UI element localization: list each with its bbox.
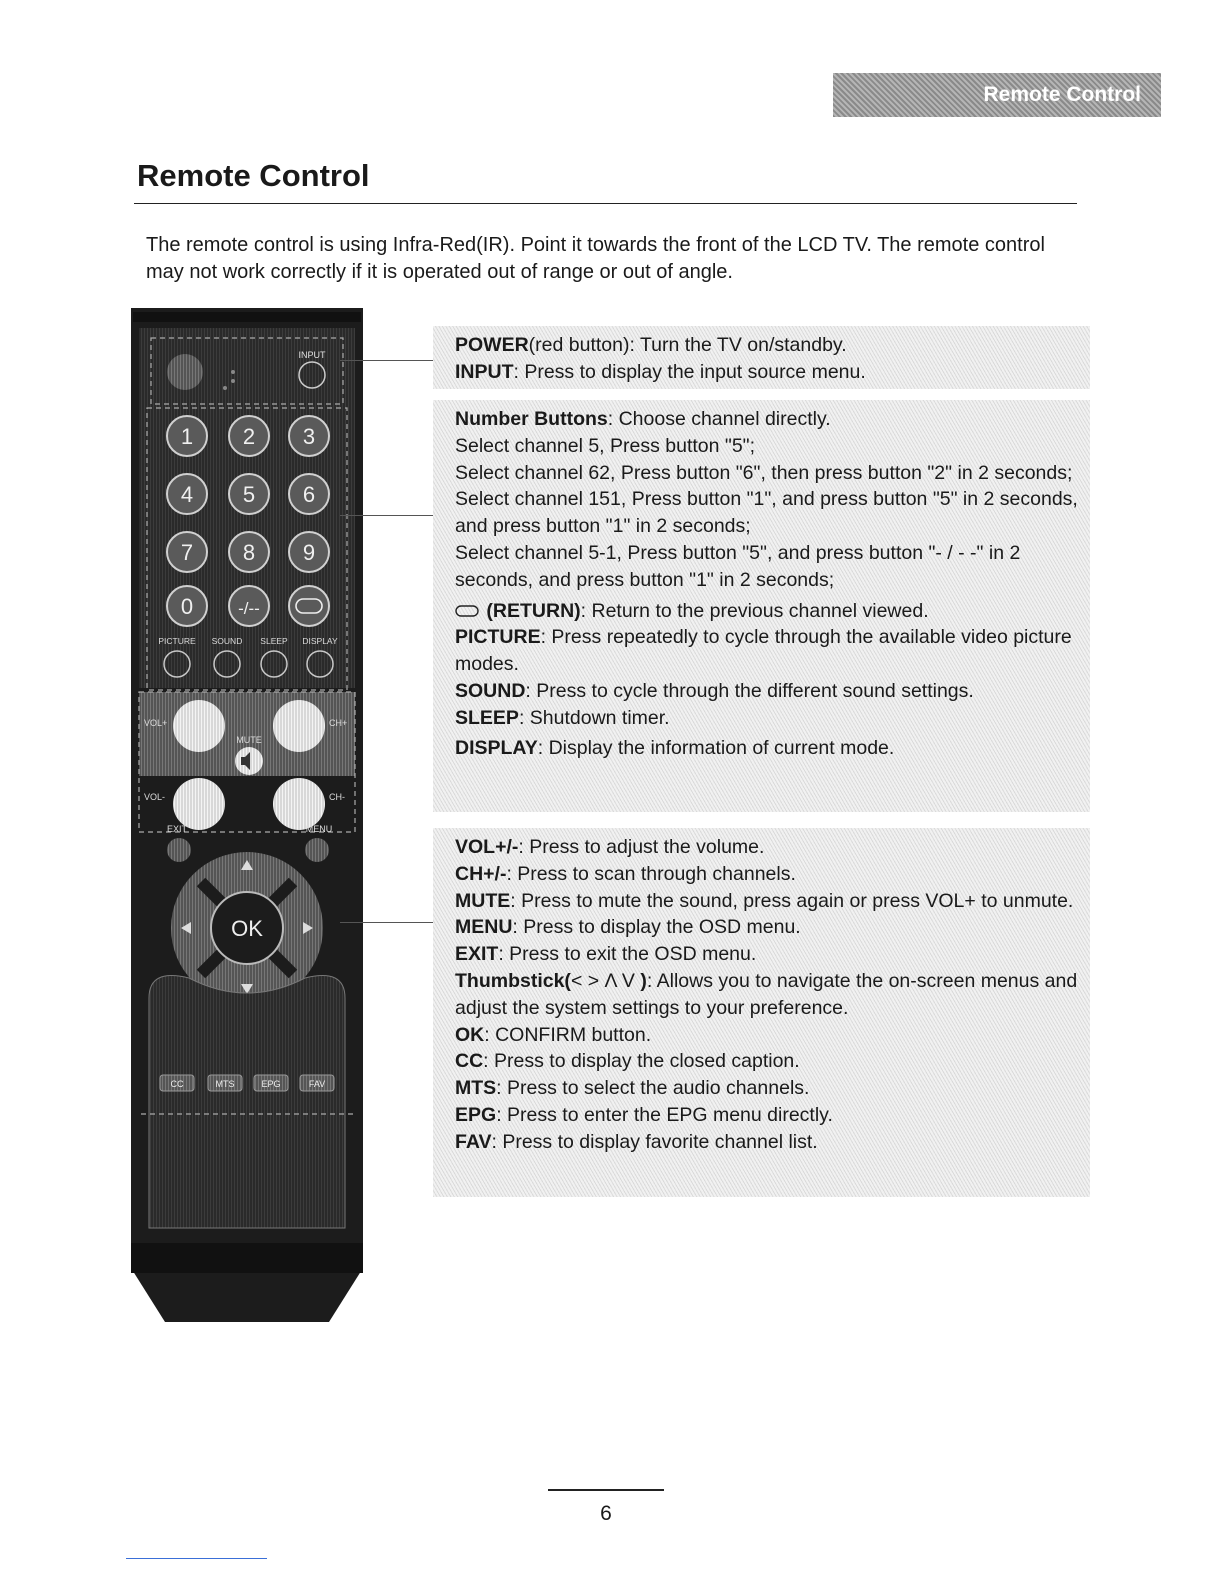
- mute-key: MUTE: [455, 889, 511, 912]
- return-key: (RETURN): [486, 599, 581, 622]
- vol-minus-button: [173, 778, 225, 830]
- bottom-button-label: EPG: [261, 1079, 281, 1089]
- connector-line-3: [340, 922, 434, 923]
- footer-line: [126, 1558, 267, 1559]
- exit-key: EXIT: [455, 943, 499, 966]
- display-key: DISPLAY: [455, 736, 538, 759]
- digit-label: 1: [180, 424, 194, 449]
- function-label: SLEEP: [260, 636, 288, 646]
- sleep-text: : Shutdown timer.: [518, 706, 670, 729]
- function-label: PICTURE: [158, 636, 196, 646]
- menu-button: [305, 838, 329, 862]
- page-number: 6: [600, 1502, 612, 1525]
- vol-text: : Press to adjust the volume.: [518, 836, 765, 858]
- fav-text: : Press to display favorite channel list.: [491, 1130, 818, 1153]
- digit-label: 7: [180, 540, 194, 565]
- section-tab: Remote Control: [833, 73, 1161, 117]
- title-rule: [134, 203, 1077, 204]
- bottom-button-label: FAV: [308, 1079, 326, 1089]
- epg-text: : Press to enter the EPG menu directly.: [496, 1103, 833, 1126]
- page-number-rule: [548, 1489, 664, 1491]
- remote-label-input: INPUT: [298, 350, 326, 360]
- mute-text: : Press to mute the sound, press again or press VOL+ to unmute.: [510, 889, 1074, 912]
- return-button: [289, 586, 329, 626]
- panel-number-buttons: [433, 400, 1090, 812]
- cc-key: CC: [455, 1050, 484, 1073]
- thumbstick-close: ): [634, 969, 647, 992]
- number-example-1: Select channel 5, Press button "5";: [455, 434, 756, 457]
- ch-text: : Press to scan through channels.: [506, 862, 796, 885]
- number-buttons-key: Number Buttons: [455, 408, 608, 430]
- function-label: DISPLAY: [302, 636, 338, 646]
- digit-label: 4: [180, 482, 194, 507]
- mts-text: : Press to select the audio channels.: [496, 1077, 810, 1100]
- sound-key: SOUND: [455, 679, 526, 702]
- vol-key: VOL+/-: [455, 836, 519, 858]
- menu-text: : Press to display the OSD menu.: [512, 916, 801, 939]
- power-key: POWER: [455, 334, 529, 356]
- sleep-key: SLEEP: [455, 706, 519, 729]
- display-text: : Display the information of current mode.: [537, 736, 895, 759]
- picture-text: : Press repeatedly to cycle through the available video picture modes.: [455, 626, 1072, 676]
- connector-line-2: [340, 515, 434, 516]
- number-example-2: Select channel 62, Press button "6", then press button "2" in 2 seconds;: [455, 461, 1073, 484]
- ok-key: OK: [455, 1023, 485, 1046]
- page-title: Remote Control: [137, 158, 370, 193]
- remote-label-vol-minus: VOL-: [144, 792, 166, 802]
- return-text: : Return to the previous channel viewed.: [580, 599, 929, 622]
- sound-text: : Press to cycle through the different sound settings.: [525, 679, 974, 702]
- digit-label: 5: [242, 482, 256, 507]
- picture-key: PICTURE: [455, 626, 541, 649]
- digit-label: 2: [242, 424, 256, 449]
- digit-label: -/--: [238, 599, 260, 618]
- panel-navigation: [433, 828, 1090, 1197]
- return-icon: [455, 604, 481, 618]
- digit-label: 8: [242, 540, 256, 565]
- exit-button: [167, 838, 191, 862]
- speaker-grille-icon: [167, 354, 203, 390]
- bottom-button-label: CC: [170, 1079, 184, 1089]
- ch-key: CH+/-: [455, 862, 507, 885]
- connector-line-1: [340, 360, 434, 361]
- bottom-button-label: MTS: [215, 1079, 235, 1089]
- mts-key: MTS: [455, 1077, 497, 1100]
- panel-power-input: [433, 326, 1090, 389]
- menu-key: MENU: [455, 916, 513, 939]
- epg-key: EPG: [455, 1103, 497, 1126]
- remote-label-vol-plus: VOL+: [144, 718, 168, 728]
- digit-label: 3: [302, 424, 316, 449]
- remote-label-ch-minus: CH-: [329, 792, 345, 802]
- power-text: (red button): Turn the TV on/standby.: [528, 334, 847, 356]
- cc-text: : Press to display the closed caption.: [483, 1050, 800, 1073]
- ok-text: : CONFIRM button.: [484, 1023, 652, 1046]
- thumbstick-arrows: < > Λ V: [570, 969, 635, 992]
- thumbstick-text: : Allows you to navigate the on-screen menus and adjust the system settings to your preference.: [455, 969, 1078, 1019]
- fav-key: FAV: [455, 1130, 492, 1153]
- digit-label: 6: [302, 482, 316, 507]
- remote-label-exit: EXIT: [166, 824, 188, 834]
- thumbstick-key: Thumbstick(: [455, 969, 571, 992]
- remote-control-illustration: [129, 308, 365, 1322]
- ch-minus-button: [273, 778, 325, 830]
- input-text: : Press to display the input source menu.: [513, 360, 866, 383]
- exit-text: : Press to exit the OSD menu.: [498, 943, 757, 966]
- remote-label-ch-plus: CH+: [329, 718, 348, 728]
- number-example-3: Select channel 151, Press button "1", and press button "5" in 2 seconds, and press button "1" in 2 seconds;: [455, 488, 1078, 538]
- digit-label: 9: [302, 540, 316, 565]
- number-buttons-text: : Choose channel directly.: [607, 408, 831, 430]
- remote-label-menu: MENU: [305, 824, 333, 834]
- input-key: INPUT: [455, 360, 514, 383]
- digit-label: 0: [180, 594, 194, 619]
- intro-paragraph: The remote control is using Infra-Red(IR). Point it towards the front of the LCD TV. The remote control may not work correctly if it is operated out of range or out of angle.: [146, 234, 1045, 283]
- remote-label-ok: OK: [231, 916, 263, 941]
- vol-plus-button: [173, 700, 225, 752]
- ch-plus-button: [273, 700, 325, 752]
- number-example-4: Select channel 5-1, Press button "5", and press button "- / - -" in 2 seconds, and press button "1" in 2 seconds;: [455, 541, 1021, 591]
- remote-label-mute: MUTE: [236, 735, 262, 745]
- function-label: SOUND: [211, 636, 243, 646]
